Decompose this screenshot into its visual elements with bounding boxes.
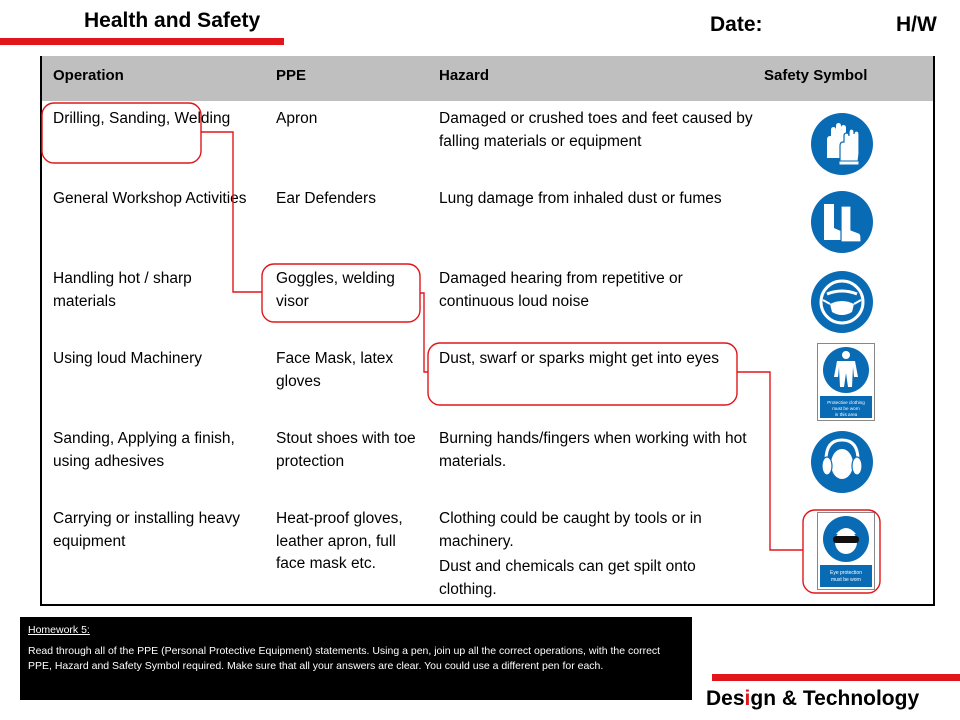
column-header-operation: Operation [53, 67, 124, 84]
column-header-hazard: Hazard [439, 67, 490, 84]
column-header-safety-symbol: Safety Symbol [764, 67, 868, 84]
annotation-circle-hazard [428, 343, 737, 405]
hazard-cell[interactable]: Burning hands/fingers when working with hot materials. [439, 430, 747, 470]
hazard-cell-extra[interactable]: Dust and chemicals can get spilt onto clothing. [439, 558, 696, 598]
subject-title-part: Des [706, 687, 745, 710]
annotation-circle-operation [42, 103, 201, 163]
date-label: Date: [710, 13, 763, 36]
subject-title-part: gn & Technology [750, 687, 920, 710]
operation-cell[interactable]: Carrying or installing heavy equipment [53, 510, 240, 550]
svg-text:must be worn: must be worn [832, 406, 860, 411]
ppe-cell[interactable]: Goggles, welding visor [276, 270, 395, 310]
annotation-circle-ppe [262, 264, 420, 322]
hazard-cell[interactable]: Clothing could be caught by tools or in machinery. [439, 510, 702, 550]
column-header-ppe: PPE [276, 67, 307, 84]
ppe-cell[interactable]: Face Mask, latex gloves [276, 350, 394, 390]
hazard-cell[interactable]: Dust, swarf or sparks might get into eyes [439, 350, 719, 367]
homework-instructions [20, 617, 692, 700]
operation-cell[interactable]: Using loud Machinery [53, 350, 203, 367]
svg-text:must be worn: must be worn [830, 577, 862, 583]
hazard-cell[interactable]: Damaged hearing from repetitive or continuous loud noise [439, 270, 683, 310]
footer-accent-bar [712, 674, 960, 681]
homework-body: Read through all of the PPE (Personal Protective Equipment) statements. Using a pen, join up all the correct operations, with the correct PPE, Hazard and Safety Symbol required. Make sure that all your answers are clear. You could use a different pen for each. [28, 645, 661, 672]
operation-cell[interactable]: General Workshop Activities [53, 190, 247, 207]
subject-title [706, 687, 919, 711]
operation-cell[interactable]: Sanding, Applying a finish, using adhesives [53, 430, 235, 470]
annotation-line-hazard-to-symbol [737, 372, 803, 550]
page-title: Health and Safety [84, 9, 261, 32]
ppe-cell[interactable]: Heat-proof gloves, leather apron, full face mask etc. [276, 510, 403, 572]
subject-title-accent-letter: i [744, 687, 751, 710]
ppe-cell[interactable]: Stout shoes with toe protection [276, 430, 416, 470]
homework-title: Homework 5: [28, 624, 90, 636]
operation-cell[interactable]: Drilling, Sanding, Welding [53, 110, 231, 127]
svg-text:Eye protection: Eye protection [830, 570, 862, 576]
operation-cell[interactable]: Handling hot / sharp materials [53, 270, 192, 310]
annotation-line-operation-to-ppe [201, 132, 262, 292]
annotation-line-ppe-to-hazard [420, 293, 428, 372]
annotation-circle-symbol [803, 510, 880, 593]
ppe-cell[interactable]: Ear Defenders [276, 190, 376, 207]
svg-text:in this area: in this area [834, 412, 858, 417]
homework-label: H/W [896, 13, 937, 36]
ppe-cell[interactable]: Apron [276, 110, 318, 127]
hazard-cell[interactable]: Lung damage from inhaled dust or fumes [439, 190, 722, 207]
svg-text:Protective clothing: Protective clothing [827, 400, 865, 405]
hazard-cell[interactable]: Damaged or crushed toes and feet caused by falling materials or equipment [439, 110, 753, 150]
